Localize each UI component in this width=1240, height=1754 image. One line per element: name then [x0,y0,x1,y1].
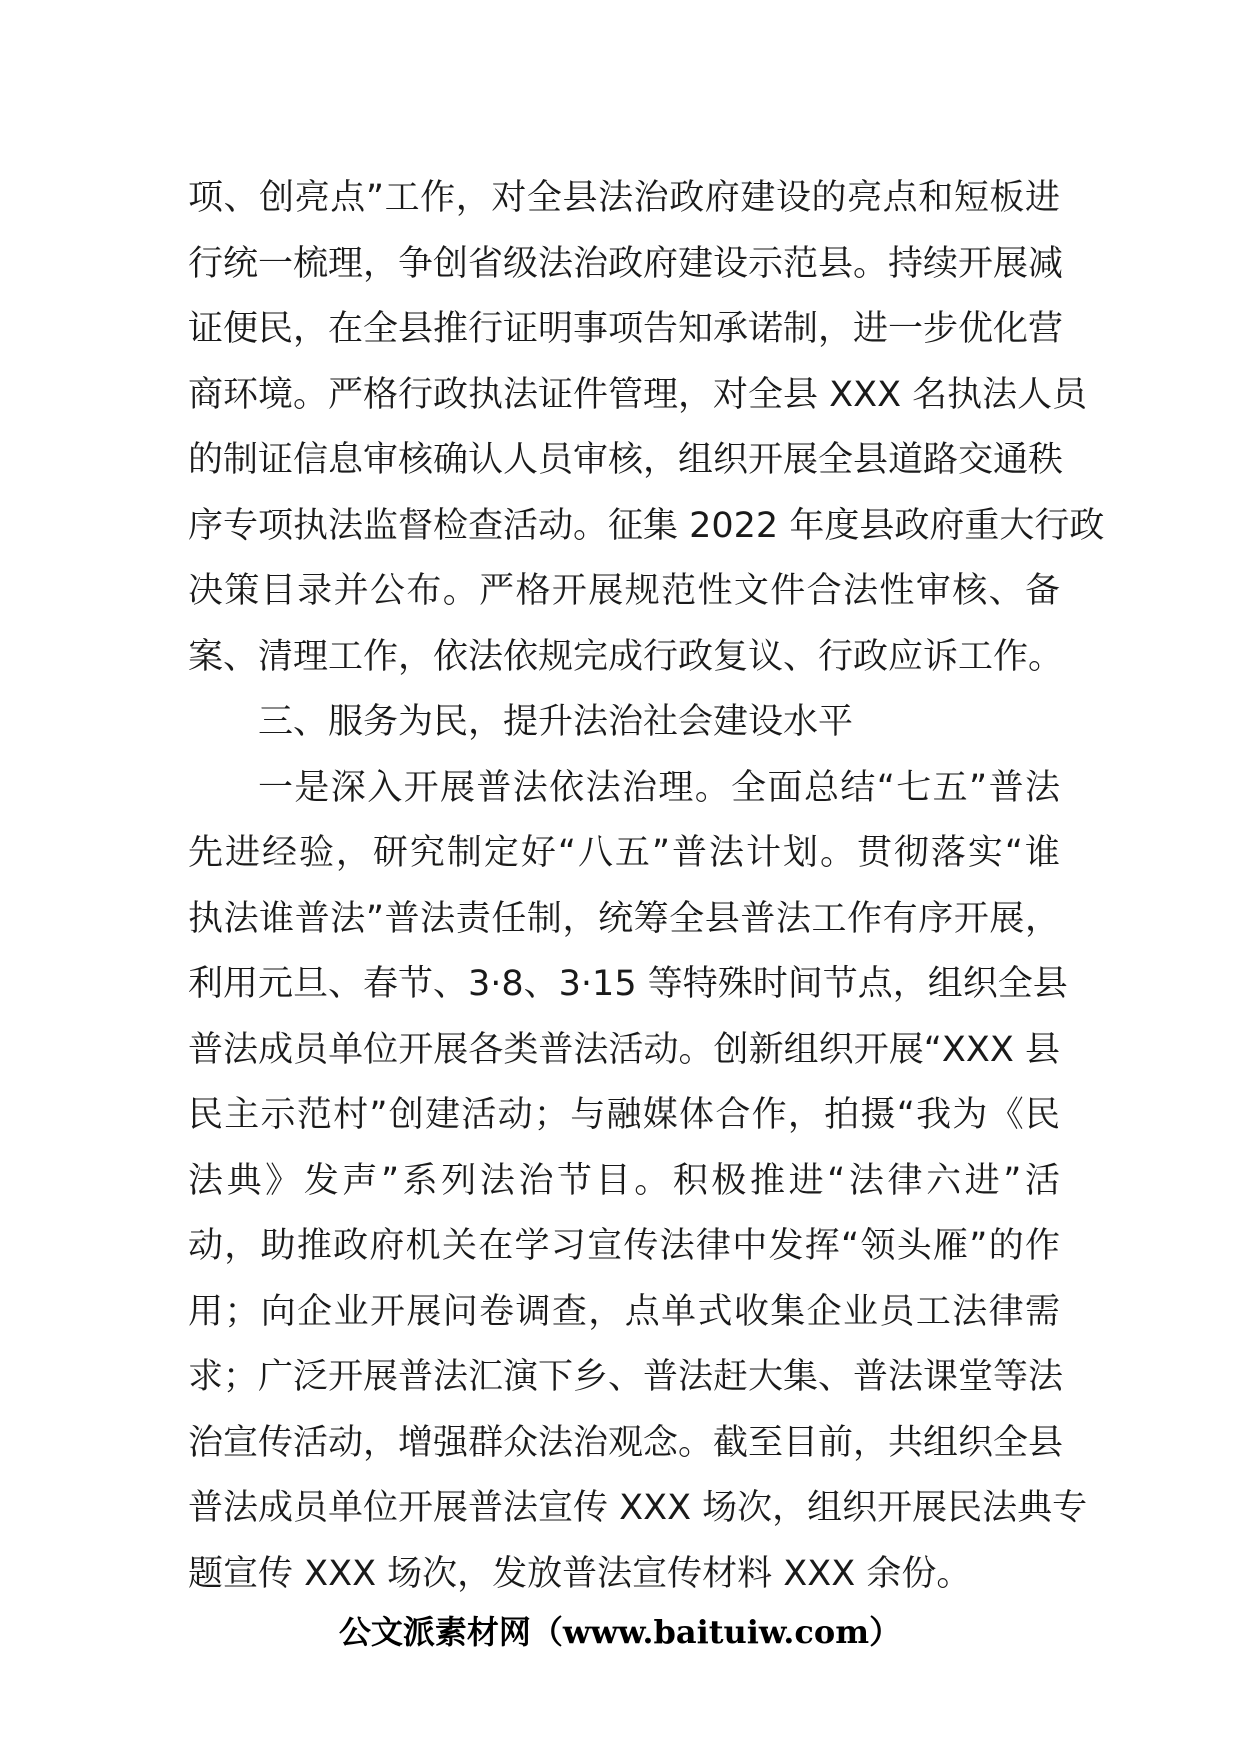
text-line: 案、清理工作，依法依规完成行政复议、行政应诉工作。 [188,636,1064,677]
text-line: 先进经验，研究制定好“八五”普法计划。贯彻落实“谁 [188,833,1060,873]
text-line: 题宣传 XXX 场次，发放普法宣传材料 XXX 余份。 [188,1553,972,1594]
text-line: 治宣传活动，增强群众法治观念。截至目前，共组织全县 [188,1422,1064,1463]
text-line: 序专项执法监督检查活动。征集 2022 年度县政府重大行政 [188,505,1105,546]
text-line: 利用元旦、春节、3·8、3·15 等特殊时间节点，组织全县 [188,964,1068,1004]
text-line: 民主示范村”创建活动；与融媒体合作，拍摄“我为《民 [188,1095,1060,1135]
text-line: 用；向企业开展问卷调查，点单式收集企业员工法律需 [188,1291,1060,1332]
text-line: 证便民，在全县推行证明事项告知承诺制，进一步优化营 [188,309,1064,349]
footer-watermark: 公文派素材网（www.baituiw.com） [338,1613,902,1651]
text-line: 普法成员单位开展普法宣传 XXX 场次，组织开展民法典专 [188,1488,1088,1528]
text-line: 项、创亮点”工作，对全县法治政府建设的亮点和短板进 [188,178,1060,218]
text-line: 行统一梳理，争创省级法治政府建设示范县。持续开展减 [188,243,1064,284]
text-line: 决策目录并公布。严格开展规范性文件合法性审核、备 [188,571,1060,611]
document-body [188,166,1105,1607]
paragraph-first-line: 一是深入开展普法依法治理。全面总结“七五”普法 [258,767,1060,808]
text-line: 的制证信息审核确认人员审核，组织开展全县道路交通秩 [188,440,1064,480]
text-line: 动，助推政府机关在学习宣传法律中发挥“领头雁”的作 [188,1226,1060,1266]
text-line: 执法谁普法”普法责任制，统筹全县普法工作有序开展， [188,898,1060,939]
section-heading: 三、服务为民，提升法治社会建设水平 [258,702,854,742]
text-line: 商环境。严格行政执法证件管理，对全县 XXX 名执法人员 [188,374,1088,415]
text-line: 求；广泛开展普法汇演下乡、普法赶大集、普法课堂等法 [188,1357,1064,1397]
text-line: 法典》发声”系列法治节目。积极推进“法律六进”活 [188,1160,1060,1201]
text-line: 普法成员单位开展各类普法活动。创新组织开展“XXX 县 [188,1029,1060,1070]
